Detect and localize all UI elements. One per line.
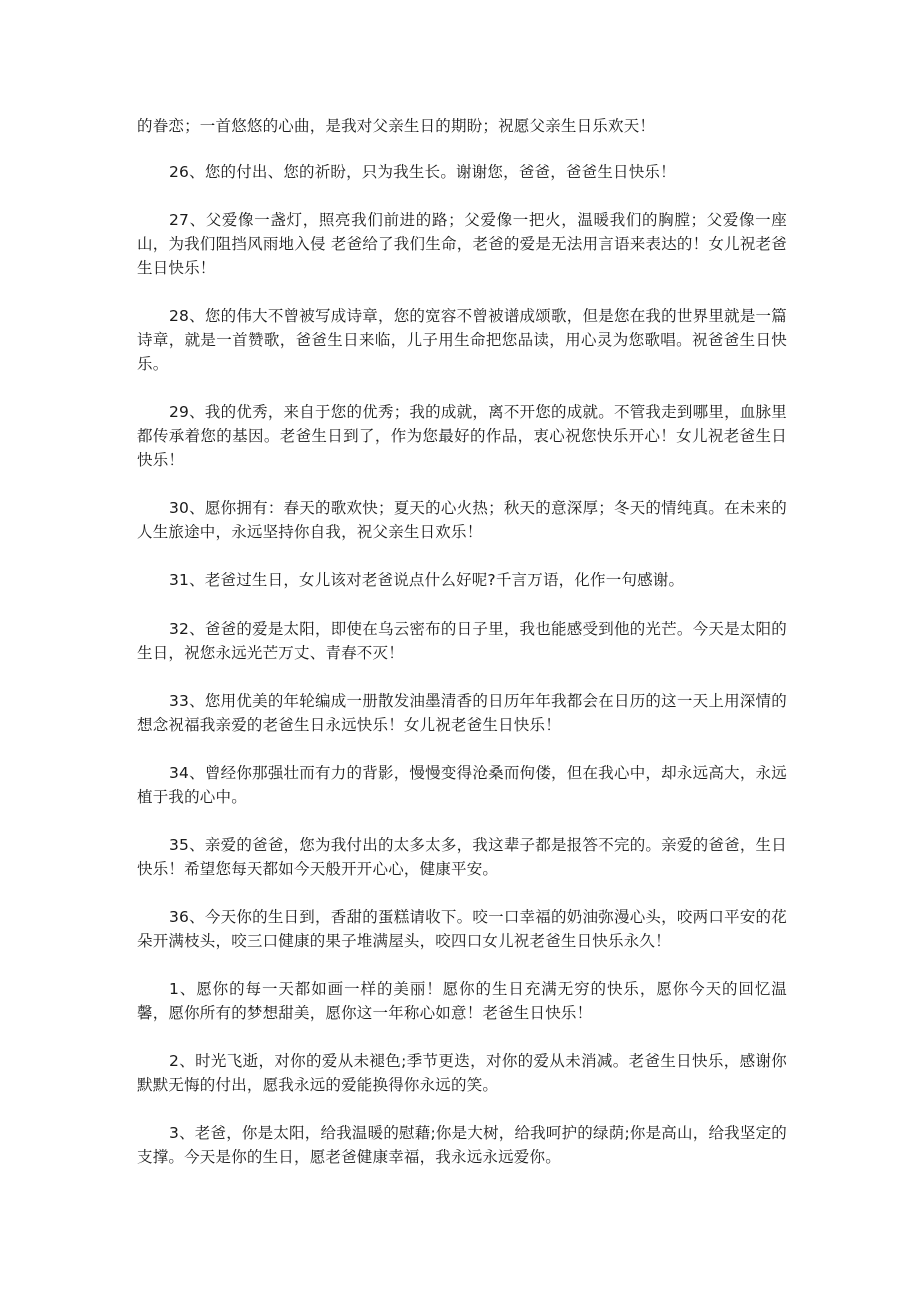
paragraph-2: 2、时光飞逝，对你的爱从未褪色;季节更迭，对你的爱从未消减。老爸生日快乐，感谢你默默无悔的付出，愿我永远的爱能换得你永远的笑。: [137, 1052, 787, 1094]
paragraph-29: 29、我的优秀，来自于您的优秀；我的成就，离不开您的成就。不管我走到哪里，血脉里都传承着您的基因。老爸生日到了，作为您最好的作品，衷心祝您快乐开心！女儿祝老爸生日快乐！: [137, 403, 787, 469]
paragraph-28: 28、您的伟大不曾被写成诗章，您的宽容不曾被谱成颂歌，但是您在我的世界里就是一篇诗章，就是一首赞歌，爸爸生日来临，儿子用生命把您品读，用心灵为您歌唱。祝爸爸生日快乐。: [137, 307, 787, 373]
paragraph-30: 30、愿你拥有：春天的歌欢快；夏天的心火热；秋天的意深厚；冬天的情纯真。在未来的人生旅途中，永远坚持你自我，祝父亲生日欢乐！: [137, 499, 787, 541]
paragraph-31: 31、老爸过生日，女儿该对老爸说点什么好呢?千言万语，化作一句感谢。: [169, 571, 685, 589]
paragraph-34: 34、曾经你那强壮而有力的背影，慢慢变得沧桑而佝偻，但在我心中，却永远高大，永远植于我的心中。: [137, 764, 787, 806]
paragraph-36: 36、今天你的生日到，香甜的蛋糕请收下。咬一口幸福的奶油弥漫心头，咬两口平安的花朵开满枝头，咬三口健康的果子堆满屋头，咬四口女儿祝老爸生日快乐永久！: [137, 908, 787, 950]
paragraph-26: 26、您的付出、您的祈盼，只为我生长。谢谢您，爸爸，爸爸生日快乐！: [169, 163, 676, 181]
paragraph-27: 27、父爱像一盏灯，照亮我们前进的路；父爱像一把火，温暖我们的胸膛；父爱像一座山，为我们阻挡风雨地入侵 老爸给了我们生命，老爸的爱是无法用言语来表达的！女儿祝老爸生日快乐！: [137, 211, 787, 277]
paragraph-32: 32、爸爸的爱是太阳，即使在乌云密布的日子里，我也能感受到他的光芒。今天是太阳的生日，祝您永远光芒万丈、青春不灭！: [137, 620, 787, 662]
paragraph-35: 35、亲爱的爸爸，您为我付出的太多太多，我这辈子都是报答不完的。亲爱的爸爸，生日快乐！希望您每天都如今天般开开心心，健康平安。: [137, 836, 787, 878]
paragraph-33: 33、您用优美的年轮编成一册散发油墨清香的日历年年我都会在日历的这一天上用深情的想念祝福我亲爱的老爸生日永远快乐！女儿祝老爸生日快乐！: [137, 692, 787, 734]
paragraph-continuation: 的眷恋；一首悠悠的心曲，是我对父亲生日的期盼；祝愿父亲生日乐欢天！: [137, 117, 656, 135]
paragraph-3: 3、老爸，你是太阳，给我温暖的慰藉;你是大树，给我呵护的绿荫;你是高山，给我坚定的支撑。今天是你的生日，愿老爸健康幸福，我永远永远爱你。: [137, 1124, 787, 1166]
paragraph-1: 1、愿你的每一天都如画一样的美丽！愿你的生日充满无穷的快乐，愿你今天的回忆温馨，愿你所有的梦想甜美，愿你这一年称心如意！老爸生日快乐！: [137, 980, 787, 1022]
